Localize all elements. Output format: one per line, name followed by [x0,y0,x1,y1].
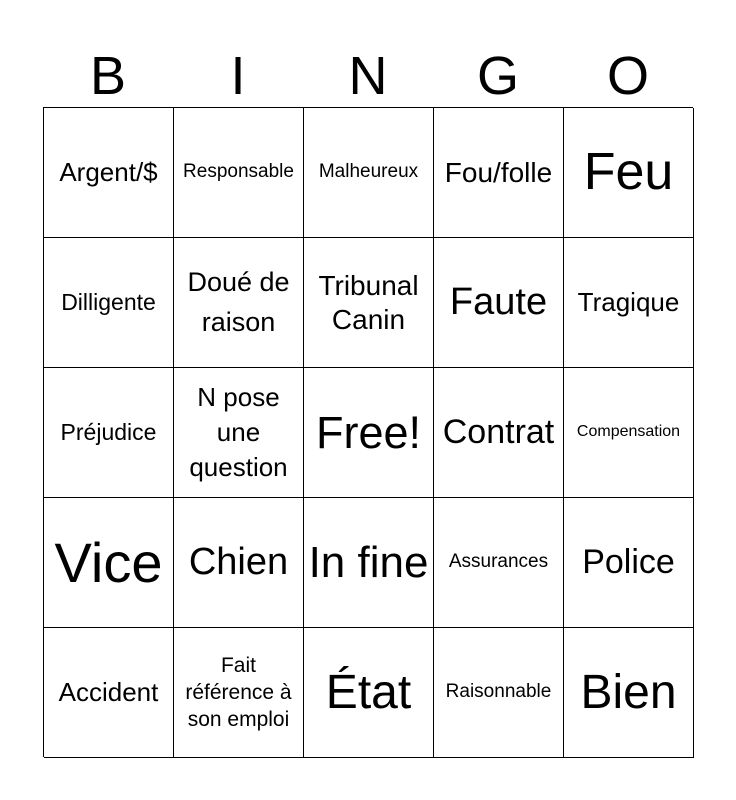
bingo-cell[interactable] [304,628,434,758]
bingo-cell[interactable] [44,108,174,238]
cell-label: Fait référence à son emploi [185,653,292,732]
cell-label: Dilligente [61,288,156,315]
bingo-cell[interactable] [44,368,174,498]
cell-label: Contrat [442,413,555,452]
cell-label: Malheureux [318,161,419,183]
bingo-header [43,44,693,108]
bingo-cell[interactable] [564,368,694,498]
bingo-cell[interactable] [304,238,434,368]
bingo-cell[interactable] [564,498,694,628]
bingo-cell[interactable] [564,108,694,238]
bingo-cell[interactable] [434,108,564,238]
bingo-cell[interactable] [174,368,304,498]
cell-label: État [325,665,412,719]
bingo-cell[interactable] [434,238,564,368]
bingo-cell[interactable] [304,498,434,628]
bingo-cell[interactable] [304,108,434,238]
cell-label: Responsable [183,161,294,183]
free-space-label: Free! [315,406,422,458]
cell-label: Compensation [576,423,681,441]
header-letter-b: B [89,46,127,106]
cell-label: Chien [188,540,289,583]
bingo-cell[interactable] [564,628,694,758]
cell-label: Police [582,543,675,582]
cell-label: Doué de raison [187,267,290,337]
cell-label: Feu [583,143,674,202]
cell-label: In fine [308,537,429,587]
cell-label: Assurances [448,551,549,573]
cell-label: N pose une question [189,381,288,483]
header-letter-o: O [606,46,649,106]
bingo-cell[interactable] [44,498,174,628]
bingo-card-grid [43,107,693,757]
cell-label: Accident [58,676,159,707]
bingo-cell[interactable] [174,238,304,368]
bingo-cell[interactable] [174,628,304,758]
bingo-cell[interactable] [174,498,304,628]
bingo-cell[interactable] [174,108,304,238]
bingo-cell[interactable] [44,628,174,758]
bingo-cell[interactable] [434,628,564,758]
cell-label: Tribunal Canin [318,269,419,335]
bingo-cell[interactable] [564,238,694,368]
free-space-cell[interactable] [304,368,434,498]
cell-label: Argent/$ [59,156,158,187]
cell-label: Préjudice [60,418,157,445]
bingo-cell[interactable] [44,238,174,368]
header-letter-n: N [348,46,388,106]
header-letter-g: G [476,46,519,106]
cell-label: Raisonnable [445,681,552,703]
cell-label: Vice [54,530,163,594]
bingo-cell[interactable] [434,368,564,498]
cell-label: Bien [580,665,677,719]
header-letter-i: I [230,46,246,106]
cell-label: Faute [449,280,548,323]
cell-label: Fou/folle [444,156,553,188]
cell-label: Tragique [577,286,680,317]
bingo-cell[interactable] [434,498,564,628]
